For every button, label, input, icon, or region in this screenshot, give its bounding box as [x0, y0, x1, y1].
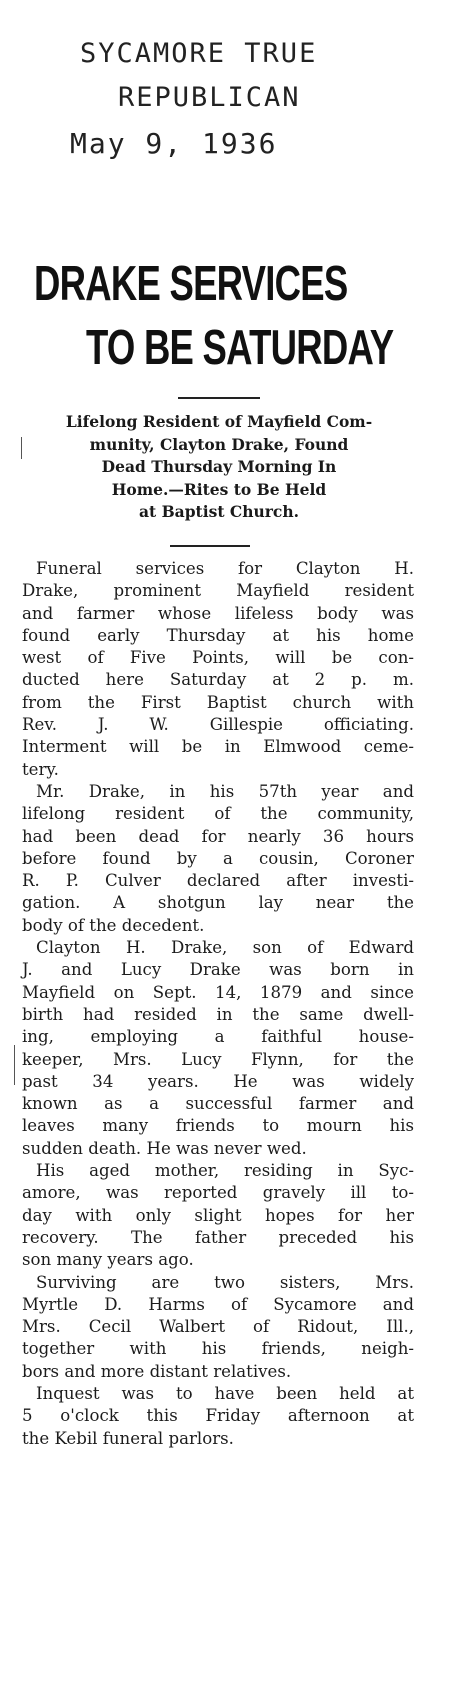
article-paragraph — [22, 781, 414, 937]
article-line: had been dead for nearly 36 hours — [22, 826, 414, 846]
article-line: ducted here Saturday at 2 p. m. — [22, 670, 414, 690]
article-line: known as a successful farmer and — [22, 1094, 414, 1114]
headline-line2: TO BE SATURDAY — [86, 321, 394, 375]
article-line: Mr. Drake, in his 57th year and — [36, 781, 414, 801]
article-line: Mayfield on Sept. 14, 1879 and since — [22, 982, 414, 1002]
article-line: from the First Baptist church with — [22, 692, 414, 712]
article-line: gation. A shotgun lay near the — [22, 893, 414, 913]
headline-line1: DRAKE SERVICES — [34, 257, 348, 311]
publication-date: May 9, 1936 — [70, 127, 278, 160]
article-line: day with only slight hopes for her — [22, 1205, 414, 1225]
article-line: J. and Lucy Drake was born in — [22, 960, 414, 980]
article-line: Mrs. Cecil Walbert of Ridout, Ill., — [22, 1317, 414, 1337]
article-line: keeper, Mrs. Lucy Flynn, for the — [22, 1049, 414, 1069]
article-line: birth had resided in the same dwell- — [22, 1004, 414, 1024]
column-margin-mark — [14, 1045, 15, 1085]
article-line: His aged mother, residing in Syc- — [36, 1161, 414, 1181]
article-line: before found by a cousin, Coroner — [22, 848, 414, 868]
article-line: amore, was reported gravely ill to- — [22, 1183, 414, 1203]
deck-line: Home.—Rites to Be Held — [111, 479, 327, 499]
article-line: recovery. The father preceded his — [22, 1227, 414, 1247]
article-line: tery. — [22, 759, 59, 779]
article-body — [22, 558, 414, 1450]
article-line: body of the decedent. — [22, 915, 205, 935]
article-paragraph — [22, 1272, 414, 1383]
publication-name-line2: REPUBLICAN — [118, 82, 301, 113]
publication-name-line1: SYCAMORE TRUE — [80, 38, 318, 69]
article-line: bors and more distant relatives. — [22, 1361, 292, 1381]
article-line: past 34 years. He was widely — [22, 1071, 414, 1091]
deck-line: Lifelong Resident of Mayfield Com- — [65, 412, 373, 431]
article-line: 5 o'clock this Friday afternoon at — [22, 1406, 414, 1426]
article-paragraph — [22, 1160, 414, 1271]
article-line: Drake, prominent Mayfield resident — [22, 581, 414, 601]
article-line: found early Thursday at his home — [22, 625, 414, 645]
article-line: Surviving are two sisters, Mrs. — [36, 1272, 414, 1292]
article-line: leaves many friends to mourn his — [22, 1116, 414, 1136]
subheadline-deck — [24, 411, 414, 524]
article-line: Rev. J. W. Gillespie officiating. — [22, 715, 414, 735]
headline-divider — [178, 397, 260, 399]
article-line: west of Five Points, will be con- — [22, 648, 414, 668]
article-line: Inquest was to have been held at — [36, 1383, 414, 1403]
article-line: together with his friends, neigh- — [22, 1339, 414, 1359]
article-line: and farmer whose lifeless body was — [22, 603, 414, 623]
article-line: the Kebil funeral parlors. — [22, 1428, 234, 1448]
article-line: ing, employing a faithful house- — [22, 1027, 414, 1047]
article-line: Myrtle D. Harms of Sycamore and — [22, 1294, 414, 1314]
deck-divider — [170, 545, 250, 547]
article-paragraph — [22, 937, 414, 1160]
article-line: R. P. Culver declared after investi- — [22, 871, 414, 891]
article-paragraph — [22, 1383, 414, 1450]
article-line: Funeral services for Clayton H. — [36, 559, 414, 578]
deck-line: Dead Thursday Morning In — [101, 457, 337, 476]
article-line: lifelong resident of the community, — [22, 804, 414, 824]
article-line: sudden death. He was never wed. — [22, 1138, 307, 1158]
deck-line: at Baptist Church. — [138, 502, 300, 521]
article-line: Interment will be in Elmwood ceme- — [22, 737, 414, 757]
deck-line: munity, Clayton Drake, Found — [89, 434, 349, 454]
article-line: son many years ago. — [22, 1250, 194, 1270]
article-line: Clayton H. Drake, son of Edward — [36, 938, 414, 958]
article-paragraph — [22, 558, 414, 781]
column-margin-mark — [21, 437, 22, 459]
